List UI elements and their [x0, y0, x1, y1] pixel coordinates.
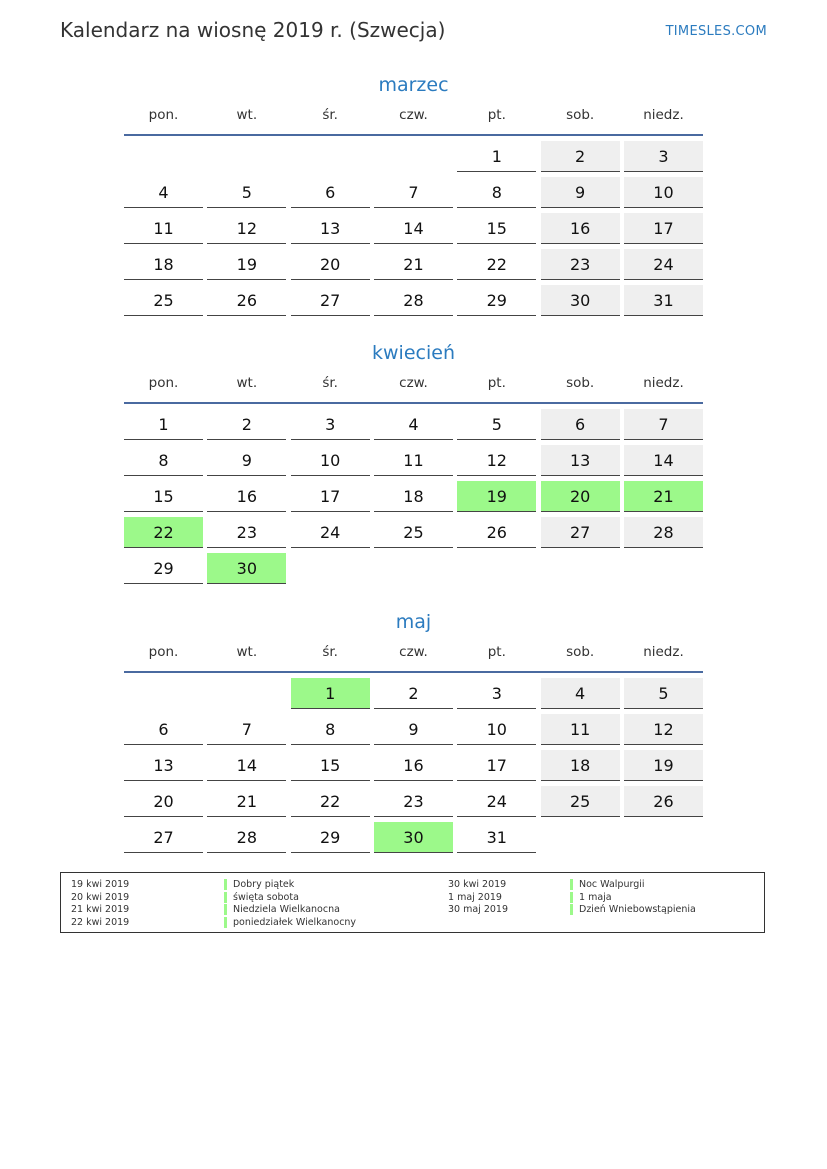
legend-dates-right [448, 879, 508, 917]
day-cell: 4 [541, 678, 620, 709]
holiday-day-cell: 1 [291, 678, 370, 709]
day-cell: 7 [624, 409, 703, 440]
day-cell: 18 [541, 750, 620, 781]
day-cell: 2 [541, 141, 620, 172]
day-cell: 16 [207, 481, 286, 512]
day-cell: 3 [624, 141, 703, 172]
day-cell: 15 [124, 481, 203, 512]
day-cell: 29 [291, 822, 370, 853]
day-cell: 17 [457, 750, 536, 781]
weekday-label: pon. [148, 644, 179, 660]
day-cell: 8 [291, 714, 370, 745]
month-1 [124, 338, 703, 584]
day-cell: 24 [624, 249, 703, 280]
legend-holiday-name: Dzień Wniebowstąpienia [570, 904, 696, 915]
day-cell: 6 [124, 714, 203, 745]
day-cell: 25 [124, 285, 203, 316]
legend-date: 1 maj 2019 [448, 891, 502, 903]
weekday-label: pt. [487, 375, 506, 391]
weekday-label: pon. [148, 107, 179, 123]
weekday-header [124, 637, 703, 673]
day-cell: 30 [541, 285, 620, 316]
weekday-label: niedz. [643, 107, 684, 123]
legend-holiday-name: Niedziela Wielkanocna [224, 904, 340, 915]
day-cell: 10 [291, 445, 370, 476]
day-cell: 16 [541, 213, 620, 244]
legend-date: 30 kwi 2019 [448, 879, 507, 890]
legend-date: 20 kwi 2019 [71, 891, 130, 903]
holiday-day-cell: 30 [207, 553, 286, 584]
day-cell: 22 [457, 249, 536, 280]
day-grid [124, 141, 703, 316]
month-2 [124, 607, 703, 853]
legend-holiday-name: 1 maja [570, 892, 612, 903]
day-cell: 11 [541, 714, 620, 745]
legend-date: 19 kwi 2019 [71, 879, 130, 890]
day-cell: 9 [207, 445, 286, 476]
legend-holiday-name: Dobry piątek [224, 879, 294, 890]
page-title: Kalendarz na wiosnę 2019 r. (Szwecja) [60, 18, 446, 42]
day-cell: 31 [624, 285, 703, 316]
holiday-day-cell: 30 [374, 822, 453, 853]
empty-cell [291, 141, 370, 172]
day-cell: 28 [207, 822, 286, 853]
day-cell: 27 [541, 517, 620, 548]
day-cell: 8 [124, 445, 203, 476]
day-cell: 11 [124, 213, 203, 244]
day-cell: 6 [541, 409, 620, 440]
day-cell: 18 [374, 481, 453, 512]
weekday-label: śr. [322, 644, 338, 660]
weekday-label: śr. [322, 375, 338, 391]
day-cell: 17 [291, 481, 370, 512]
weekday-label: niedz. [643, 644, 684, 660]
day-cell: 26 [624, 786, 703, 817]
holiday-legend [60, 872, 765, 933]
day-cell: 20 [124, 786, 203, 817]
holiday-day-cell: 22 [124, 517, 203, 548]
legend-holiday-name: Noc Walpurgii [570, 879, 645, 890]
day-cell: 12 [457, 445, 536, 476]
day-cell: 2 [374, 678, 453, 709]
weekday-label: pon. [148, 375, 179, 391]
weekday-label: wt. [236, 644, 258, 660]
day-cell: 26 [207, 285, 286, 316]
day-cell: 13 [124, 750, 203, 781]
day-cell: 13 [541, 445, 620, 476]
day-cell: 21 [374, 249, 453, 280]
weekday-label: czw. [399, 375, 428, 391]
day-cell: 31 [457, 822, 536, 853]
day-cell: 13 [291, 213, 370, 244]
empty-cell [124, 678, 203, 709]
day-cell: 18 [124, 249, 203, 280]
holiday-day-cell: 20 [541, 481, 620, 512]
legend-names-right [570, 879, 696, 917]
weekday-header [124, 368, 703, 404]
day-cell: 25 [374, 517, 453, 548]
day-cell: 23 [541, 249, 620, 280]
legend-dates-left [71, 879, 129, 929]
day-grid [124, 409, 703, 584]
holiday-day-cell: 21 [624, 481, 703, 512]
day-cell: 7 [374, 177, 453, 208]
day-cell: 14 [624, 445, 703, 476]
legend-holiday-name: poniedziałek Wielkanocny [224, 917, 356, 928]
weekday-label: wt. [236, 375, 258, 391]
day-cell: 28 [624, 517, 703, 548]
legend-date: 30 maj 2019 [448, 904, 509, 915]
weekday-label: sob. [566, 644, 595, 660]
weekday-label: śr. [322, 107, 338, 123]
day-cell: 3 [457, 678, 536, 709]
weekday-label: czw. [399, 107, 428, 123]
day-cell: 23 [207, 517, 286, 548]
weekday-label: sob. [566, 375, 595, 391]
weekday-label: pt. [487, 107, 506, 123]
day-cell: 21 [207, 786, 286, 817]
day-cell: 7 [207, 714, 286, 745]
day-cell: 14 [207, 750, 286, 781]
day-cell: 5 [624, 678, 703, 709]
holiday-day-cell: 19 [457, 481, 536, 512]
day-cell: 27 [124, 822, 203, 853]
day-cell: 2 [207, 409, 286, 440]
day-cell: 16 [374, 750, 453, 781]
month-name: maj [395, 611, 432, 633]
month-0 [124, 70, 703, 316]
day-cell: 8 [457, 177, 536, 208]
day-cell: 9 [374, 714, 453, 745]
weekday-label: pt. [487, 644, 506, 660]
day-cell: 26 [457, 517, 536, 548]
day-cell: 12 [207, 213, 286, 244]
day-cell: 6 [291, 177, 370, 208]
day-cell: 1 [124, 409, 203, 440]
brand-link[interactable]: TIMESLES.COM [665, 24, 767, 39]
empty-cell [374, 141, 453, 172]
weekday-label: niedz. [643, 375, 684, 391]
day-cell: 4 [124, 177, 203, 208]
day-cell: 10 [624, 177, 703, 208]
day-cell: 17 [624, 213, 703, 244]
day-cell: 3 [291, 409, 370, 440]
day-cell: 1 [457, 141, 536, 172]
day-cell: 24 [291, 517, 370, 548]
empty-cell [207, 141, 286, 172]
legend-names-left [224, 879, 356, 929]
legend-date: 22 kwi 2019 [71, 916, 130, 928]
day-cell: 4 [374, 409, 453, 440]
day-cell: 9 [541, 177, 620, 208]
day-cell: 15 [291, 750, 370, 781]
day-cell: 19 [624, 750, 703, 781]
day-cell: 27 [291, 285, 370, 316]
day-cell: 10 [457, 714, 536, 745]
month-name: kwiecień [372, 342, 455, 364]
day-cell: 20 [291, 249, 370, 280]
day-cell: 23 [374, 786, 453, 817]
day-cell: 5 [457, 409, 536, 440]
day-cell: 24 [457, 786, 536, 817]
legend-holiday-name: święta sobota [224, 892, 299, 903]
day-cell: 28 [374, 285, 453, 316]
day-cell: 12 [624, 714, 703, 745]
day-cell: 11 [374, 445, 453, 476]
day-cell: 22 [291, 786, 370, 817]
day-cell: 14 [374, 213, 453, 244]
day-cell: 19 [207, 249, 286, 280]
month-name: marzec [378, 74, 449, 96]
empty-cell [124, 141, 203, 172]
weekday-label: sob. [566, 107, 595, 123]
day-cell: 5 [207, 177, 286, 208]
empty-cell [207, 678, 286, 709]
day-cell: 15 [457, 213, 536, 244]
day-cell: 29 [124, 553, 203, 584]
day-cell: 29 [457, 285, 536, 316]
day-grid [124, 678, 703, 853]
weekday-label: czw. [399, 644, 428, 660]
weekday-header [124, 100, 703, 136]
weekday-label: wt. [236, 107, 258, 123]
day-cell: 25 [541, 786, 620, 817]
legend-date: 21 kwi 2019 [71, 904, 130, 915]
